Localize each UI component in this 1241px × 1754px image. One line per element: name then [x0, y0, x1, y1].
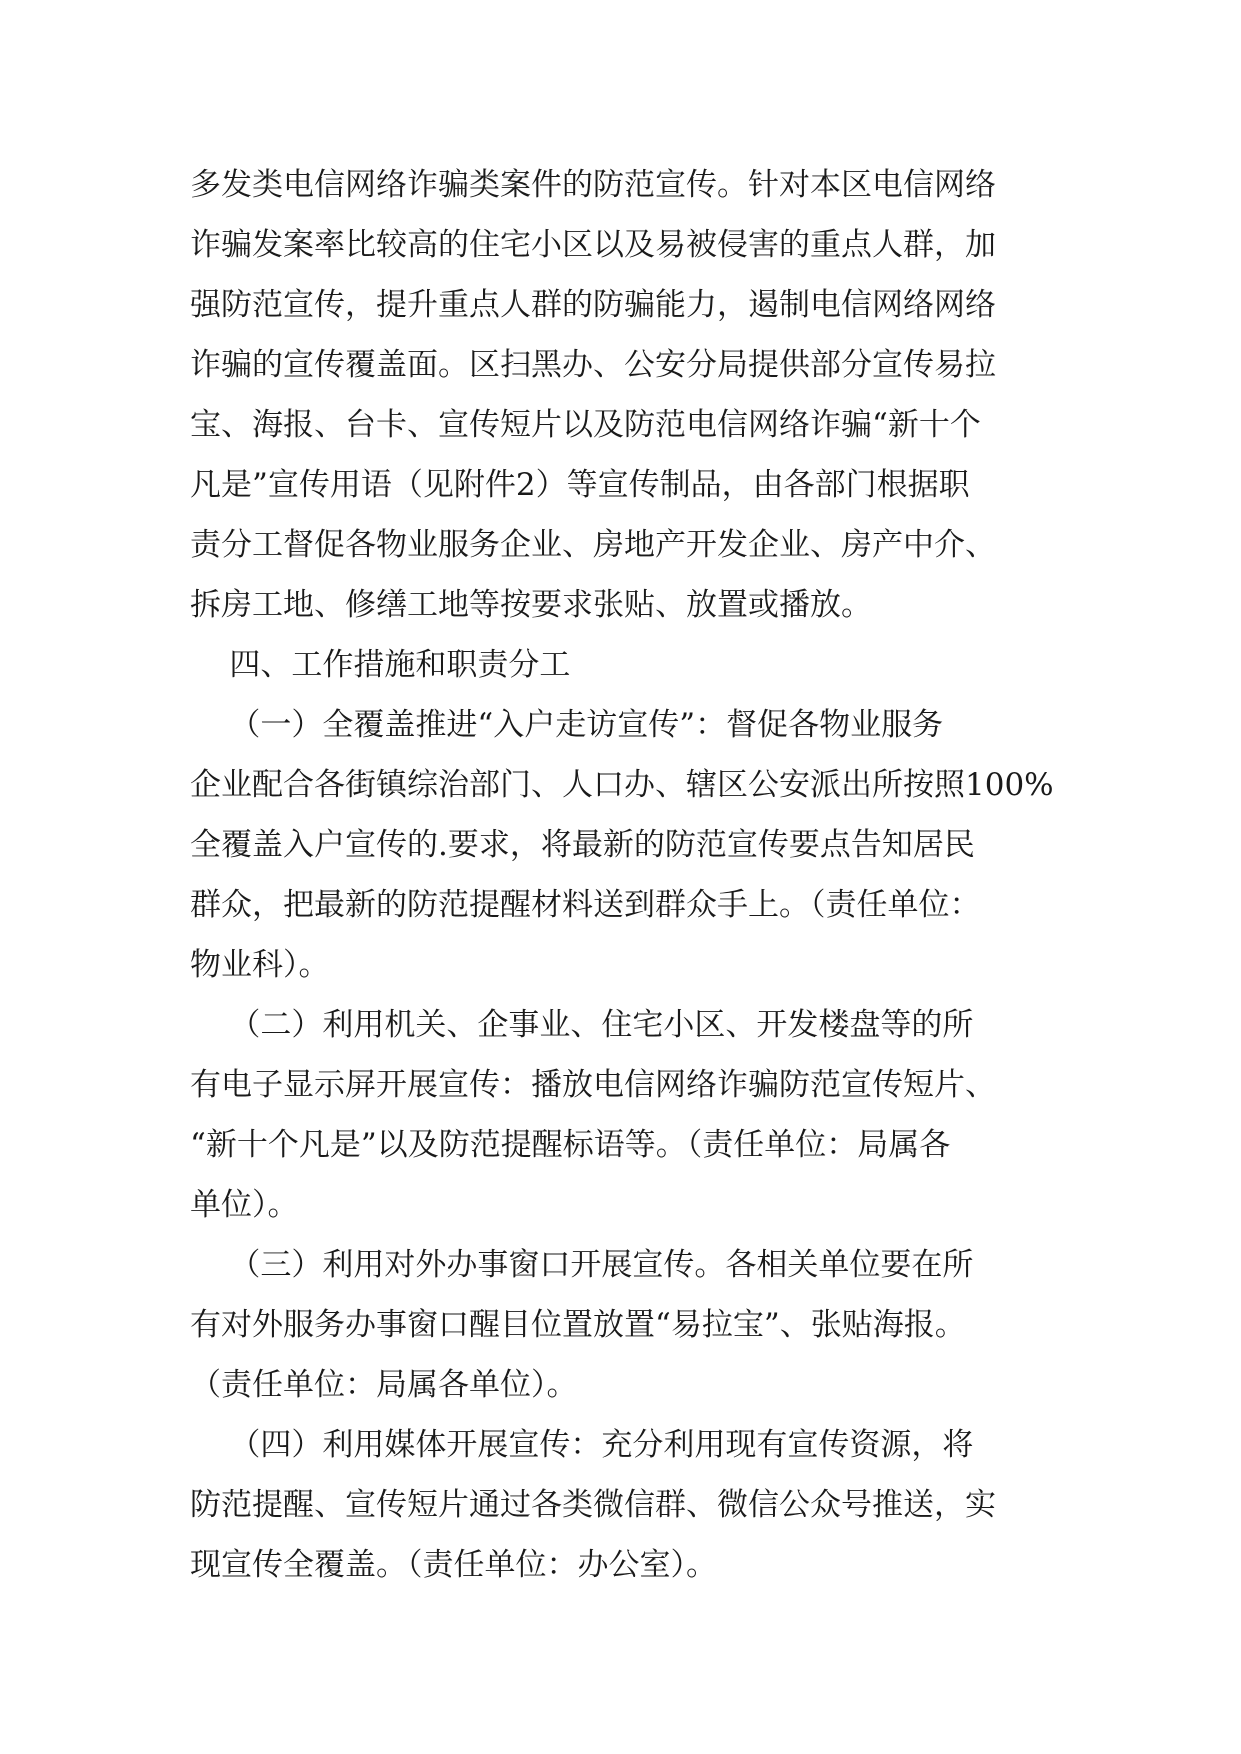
text-line: 诈骗发案率比较高的住宅小区以及易被侵害的重点人群，加	[190, 227, 996, 263]
text-line: 拆房工地、修缮工地等按要求张贴、放置或播放。	[190, 587, 872, 623]
text-line: 凡是”宣传用语（见附件2）等宣传制品，由各部门根据职	[190, 467, 970, 503]
text-line: 现宣传全覆盖。（责任单位：办公室）。	[190, 1547, 717, 1583]
text-line: 有对外服务办事窗口醒目位置放置“易拉宝”、张贴海报。	[190, 1307, 966, 1343]
text-line: 宝、海报、台卡、宣传短片以及防范电信网络诈骗“新十个	[190, 407, 981, 443]
text-line: 群众，把最新的防范提醒材料送到群众手上。（责任单位：	[190, 887, 981, 923]
text-line: （二）利用机关、企事业、住宅小区、开发楼盘等的所	[190, 1007, 974, 1043]
text-line: 强防范宣传，提升重点人群的防骗能力，遏制电信网络网络	[190, 287, 996, 323]
text-line: （责任单位：局属各单位）。	[190, 1367, 578, 1403]
text-line: 物业科）。	[190, 947, 330, 983]
text-line: 诈骗的宣传覆盖面。区扫黑办、公安分局提供部分宣传易拉	[190, 347, 996, 383]
text-line: 企业配合各街镇综治部门、人口办、辖区公安派出所按照100%	[190, 767, 1054, 803]
text-line: 单位）。	[190, 1187, 299, 1223]
text-line: 防范提醒、宣传短片通过各类微信群、微信公众号推送，实	[190, 1487, 996, 1523]
text-line: （三）利用对外办事窗口开展宣传。各相关单位要在所	[190, 1247, 974, 1283]
section-heading: 四、工作措施和职责分工	[190, 647, 571, 683]
text-line: 有电子显示屏开展宣传：播放电信网络诈骗防范宣传短片、	[190, 1067, 996, 1103]
text-line: 多发类电信网络诈骗类案件的防范宣传。针对本区电信网络	[190, 167, 996, 203]
text-line: （一）全覆盖推进“入户走访宣传”：督促各物业服务	[190, 707, 944, 743]
text-line: 全覆盖入户宣传的.要求，将最新的防范宣传要点告知居民	[190, 827, 975, 863]
text-line: （四）利用媒体开展宣传：充分利用现有宣传资源，将	[190, 1427, 974, 1463]
text-line: “新十个凡是”以及防范提醒标语等。（责任单位：局属各	[190, 1127, 951, 1163]
text-line: 责分工督促各物业服务企业、房地产开发企业、房产中介、	[190, 527, 996, 563]
